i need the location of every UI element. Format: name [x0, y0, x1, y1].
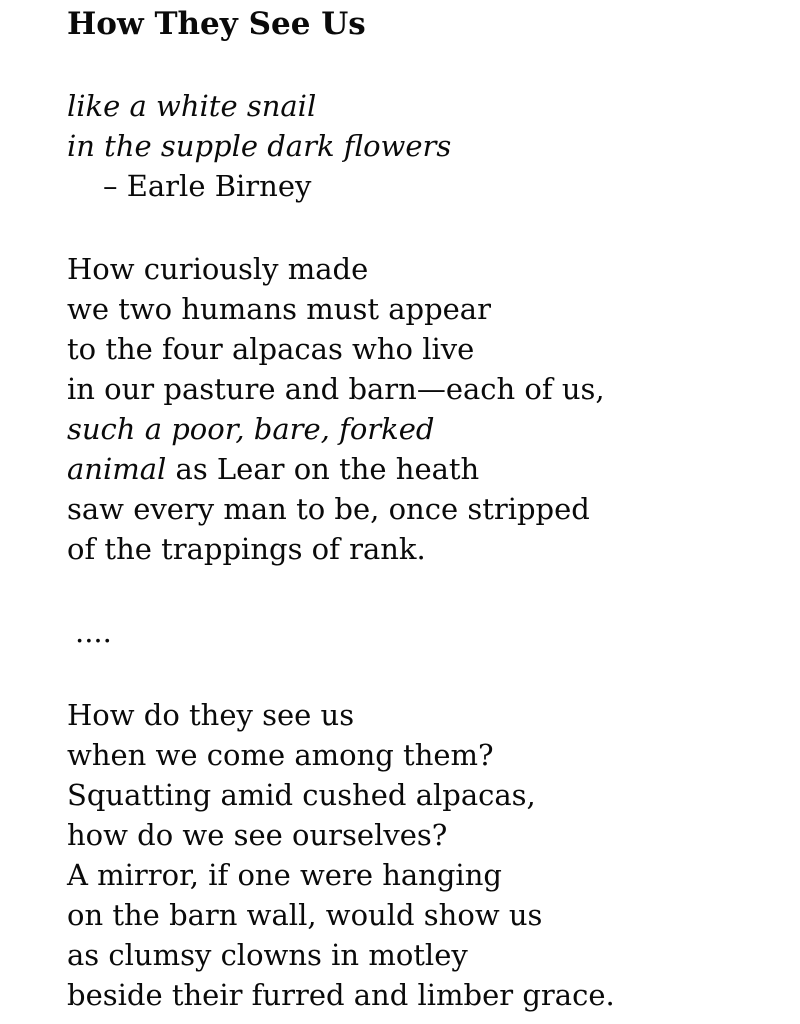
stanza2-line-2: when we come among them? [67, 738, 494, 772]
stanza1-line-6-italic: animal [67, 452, 167, 486]
stanza1-line-3: to the four alpacas who live [67, 332, 475, 366]
stanza2-line-1: How do they see us [67, 698, 355, 732]
stanza1-line-4: in our pasture and barn—each of us, [67, 372, 605, 406]
stanza1-line-8: of the trappings of rank. [67, 532, 426, 566]
stanza2-line-7: as clumsy clowns in motley [67, 938, 468, 972]
epigraph-attribution: – Earle Birney [103, 169, 312, 203]
stanza1-line-2: we two humans must appear [67, 292, 491, 326]
stanza2-line-8: beside their furred and limber grace. [67, 978, 615, 1012]
section-ellipsis: .... [75, 615, 112, 649]
stanza1-line-7: saw every man to be, once stripped [67, 492, 590, 526]
stanza2-line-3: Squatting amid cushed alpacas, [67, 778, 536, 812]
stanza1-line-6 [67, 449, 479, 489]
stanza1-line-1: How curiously made [67, 252, 369, 286]
stanza2-line-6: on the barn wall, would show us [67, 898, 543, 932]
epigraph-line-2: in the supple dark flowers [67, 129, 452, 163]
poem-title: How They See Us [67, 6, 366, 42]
epigraph-line-1: like a white snail [67, 89, 317, 123]
stanza2-line-5: A mirror, if one were hanging [67, 858, 502, 892]
stanza1-line-6-rest: as Lear on the heath [166, 452, 480, 486]
stanza2-line-4: how do we see ourselves? [67, 818, 448, 852]
stanza1-line-5: such a poor, bare, forked [67, 412, 435, 446]
